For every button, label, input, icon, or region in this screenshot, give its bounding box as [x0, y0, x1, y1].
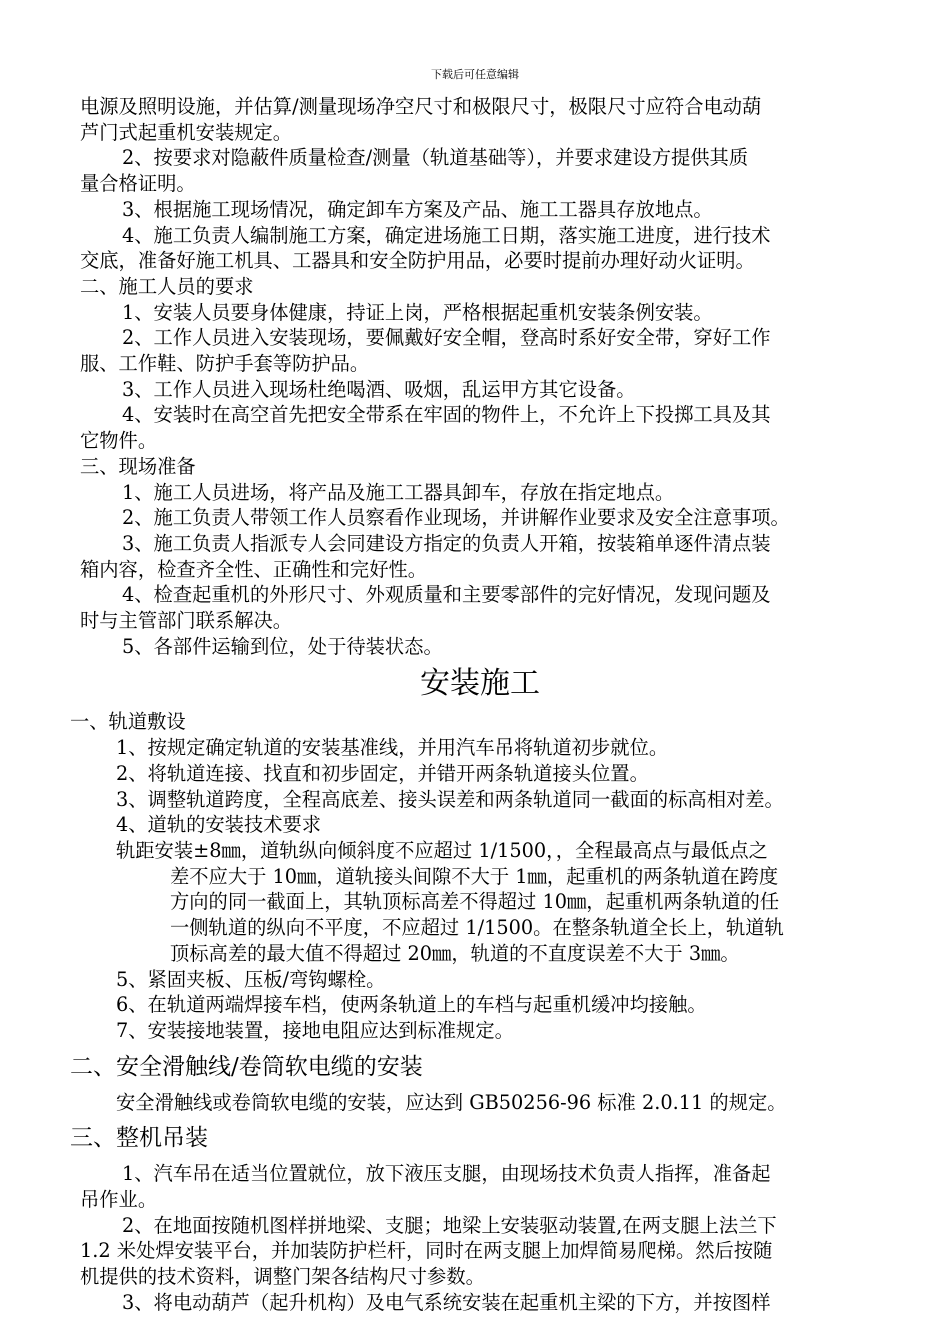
paragraph-line: 1、汽车吊在适当位置就位，放下液压支腿，由现场技术负责人指挥，准备起: [122, 1162, 771, 1186]
paragraph-line: 服、工作鞋、防护手套等防护品。: [80, 352, 370, 376]
paragraph-line: 交底，准备好施工机具、工器具和安全防护用品，必要时提前办理好动火证明。: [80, 249, 755, 273]
list-item: 6、在轨道两端焊接车档，使两条轨道上的车档与起重机缓冲均接触。: [116, 993, 707, 1017]
paragraph-line: 1、安装人员要身体健康，持证上岗，严格根据起重机安装条例安装。: [122, 300, 713, 324]
section-heading: 三、现场准备: [80, 454, 196, 478]
paragraph-line: 芦门式起重机安装规定。: [80, 120, 293, 144]
paragraph-line: 3、根据施工现场情况，确定卸车方案及产品、施工工器具存放地点。: [122, 197, 713, 221]
paragraph-line: 3、将电动葫芦（起升机构）及电气系统安装在起重机主梁的下方，并按图样: [122, 1290, 771, 1314]
paragraph-line: 4、安装时在高空首先把安全带系在牢固的物件上，不允许上下投掷工具及其: [122, 403, 771, 427]
list-item: 1、按规定确定轨道的安装基准线，并用汽车吊将轨道初步就位。: [116, 736, 669, 760]
spec-line: 差不应大于 10㎜，道轨接头间隙不大于 1㎜，起重机的两条轨道在跨度: [170, 864, 779, 888]
section-heading: 二、安全滑触线/卷筒软电缆的安装: [70, 1053, 423, 1080]
paragraph-line: 3、施工负责人指派专人会同建设方指定的负责人开箱，按装箱单逐件清点装: [122, 531, 771, 555]
paragraph-line: 4、检查起重机的外形尺寸、外观质量和主要零部件的完好情况，发现问题及: [122, 583, 771, 607]
document-body: [70, 94, 880, 1316]
paragraph-line: 箱内容，检查齐全性、正确性和完好性。: [80, 557, 428, 581]
paragraph-line: 量合格证明。: [80, 172, 196, 196]
paragraph-line: 3、工作人员进入现场杜绝喝酒、吸烟，乱运甲方其它设备。: [122, 377, 636, 401]
paragraph-line: 安全滑触线或卷筒软电缆的安装，应达到 GB50256-96 标准 2.0.11 的规定。: [116, 1090, 787, 1114]
paragraph-line: 1、施工人员进场，将产品及施工工器具卸车，存放在指定地点。: [122, 480, 675, 504]
page-title: 安装施工: [420, 666, 540, 702]
section-heading: 一、轨道敷设: [70, 710, 186, 734]
list-item: 5、紧固夹板、压板/弯钩螺栓。: [116, 967, 386, 991]
spec-line: 方向的同一截面上，其轨顶标高差不得超过 10㎜，起重机两条轨道的任: [170, 890, 780, 914]
paragraph-line: 2、按要求对隐蔽件质量检查/测量（轨道基础等），并要求建设方提供其质: [122, 146, 749, 170]
paragraph-line: 2、施工负责人带领工作人员察看作业现场，并讲解作业要求及安全注意事项。: [122, 506, 790, 530]
paragraph-line: 2、在地面按随机图样拼地梁、支腿；地梁上安装驱动装置,在两支腿上法兰下: [122, 1213, 777, 1237]
paragraph-line: 时与主管部门联系解决。: [80, 609, 293, 633]
list-item: 4、道轨的安装技术要求: [116, 813, 322, 837]
spec-line: 顶标高差的最大值不得超过 20㎜，轨道的不直度误差不大于 3㎜。: [170, 941, 740, 965]
page-header-note: 下载后可任意编辑: [431, 68, 519, 81]
list-item: 7、安装接地装置，接地电阻应达到标准规定。: [116, 1018, 514, 1042]
list-item: 2、将轨道连接、找直和初步固定，并错开两条轨道接头位置。: [116, 761, 649, 785]
paragraph-line: 5、各部件运输到位，处于待装状态。: [122, 634, 443, 658]
paragraph-line: 4、施工负责人编制施工方案，确定进场施工日期，落实施工进度，进行技术: [122, 223, 771, 247]
paragraph-line: 1.2 米处焊安装平台，并加装防护栏杆，同时在两支腿上加焊简易爬梯。然后按随: [80, 1239, 773, 1263]
paragraph-line: 机提供的技术资料，调整门架各结构尺寸参数。: [80, 1265, 485, 1289]
paragraph-line: 它物件。: [80, 429, 158, 453]
paragraph-line: 吊作业。: [80, 1188, 158, 1212]
section-heading: 三、整机吊装: [70, 1125, 208, 1152]
paragraph-line: 电源及照明设施，并估算/测量现场净空尺寸和极限尺寸，极限尺寸应符合电动葫: [80, 95, 762, 118]
spec-line: 一侧轨道的纵向不平度，不应超过 1/1500。在整条轨道全长上，轨道轨: [170, 916, 784, 940]
section-heading: 二、施工人员的要求: [80, 274, 254, 298]
spec-line: 轨距安装±8㎜，道轨纵向倾斜度不应超过 1/1500，，全程最高点与最低点之: [116, 838, 768, 862]
list-item: 3、调整轨道跨度，全程高底差、接头误差和两条轨道同一截面的标高相对差。: [116, 787, 784, 811]
paragraph-line: 2、工作人员进入安装现场，要佩戴好安全帽，登高时系好安全带，穿好工作: [122, 326, 771, 350]
